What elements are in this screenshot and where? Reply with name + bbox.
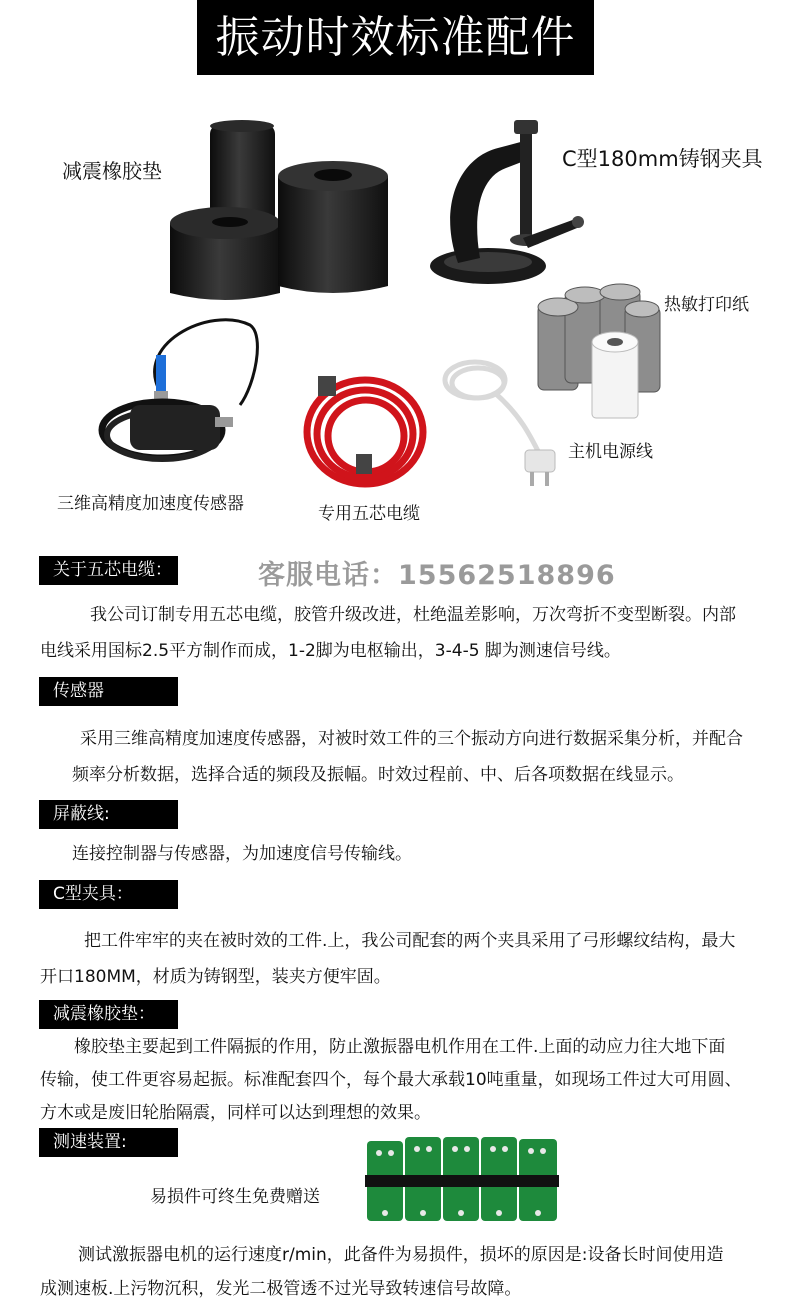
speed-device-note: 易损件可终生免费赠送 <box>150 1187 320 1207</box>
section-text-rubber-1: 橡胶垫主要起到工件隔振的作用，防止激振器电机作用在工件.上面的动应力往大地下面 <box>74 1037 726 1057</box>
section-heading-shield: 屏蔽线: <box>39 800 178 829</box>
c-clamp-image <box>428 118 588 290</box>
section-heading-rubber: 减震橡胶垫： <box>39 1000 178 1029</box>
section-heading-speed: 测速装置: <box>39 1128 178 1157</box>
label-rubber-pad: 减震橡胶垫 <box>62 159 162 183</box>
five-core-cable-image <box>300 372 430 497</box>
customer-service-phone: 客服电话：15562518896 <box>258 560 616 591</box>
section-text-cable-1: 我公司订制专用五芯电缆，胶管升级改进，杜绝温差影响，万次弯折不变型断裂。内部 <box>90 605 736 625</box>
section-text-speed-2: 成测速板.上污物沉积，发光二极管透不过光导致转速信号故障。 <box>40 1279 522 1299</box>
power-cord-image <box>440 345 570 490</box>
section-text-sensor-2: 频率分析数据，选择合适的频段及振幅。时效过程前、中、后各项数据在线显示。 <box>72 765 684 785</box>
section-heading-sensor: 传感器 <box>39 677 178 706</box>
section-text-sensor-1: 采用三维高精度加速度传感器，对被时效工件的三个振动方向进行数据采集分析，并配合 <box>80 729 743 749</box>
section-text-shield: 连接控制器与传感器，为加速度信号传输线。 <box>72 844 412 864</box>
rubber-pads-image <box>160 118 390 308</box>
label-c-clamp: C型180mm铸钢夹具 <box>562 147 763 171</box>
section-heading-clamp: C型夹具： <box>39 880 178 909</box>
page-title: 振动时效标准配件 <box>197 0 594 75</box>
section-text-rubber-3: 方木或是废旧轮胎隔震，同样可以达到理想的效果。 <box>40 1103 431 1123</box>
section-text-clamp-1: 把工件牢牢的夹在被时效的工件.上，我公司配套的两个夹具采用了弓形螺纹结构，最大 <box>84 931 736 951</box>
section-heading-cable: 关于五芯电缆： <box>39 556 178 585</box>
label-thermal-paper: 热敏打印纸 <box>664 295 749 315</box>
sensor-image <box>90 305 265 480</box>
label-sensor: 三维高精度加速度传感器 <box>57 494 244 514</box>
section-text-clamp-2: 开口180MM，材质为铸钢型，装夹方便牢固。 <box>40 967 391 987</box>
section-text-cable-2: 电线采用国标2.5平方制作而成，1-2脚为电枢输出，3-4-5 脚为测速信号线。 <box>40 641 621 661</box>
label-five-core-cable: 专用五芯电缆 <box>318 504 420 524</box>
section-text-speed-1: 测试激振器电机的运行速度r/min，此备件为易损件，损坏的原因是:设备长时间使用造 <box>78 1245 724 1265</box>
speed-sensor-boards-image <box>365 1135 560 1225</box>
section-text-rubber-2: 传输，使工件更容易起振。标准配套四个，每个最大承载10吨重量，如现场工件过大可用圆、 <box>40 1070 742 1090</box>
label-power-cord: 主机电源线 <box>568 442 653 462</box>
